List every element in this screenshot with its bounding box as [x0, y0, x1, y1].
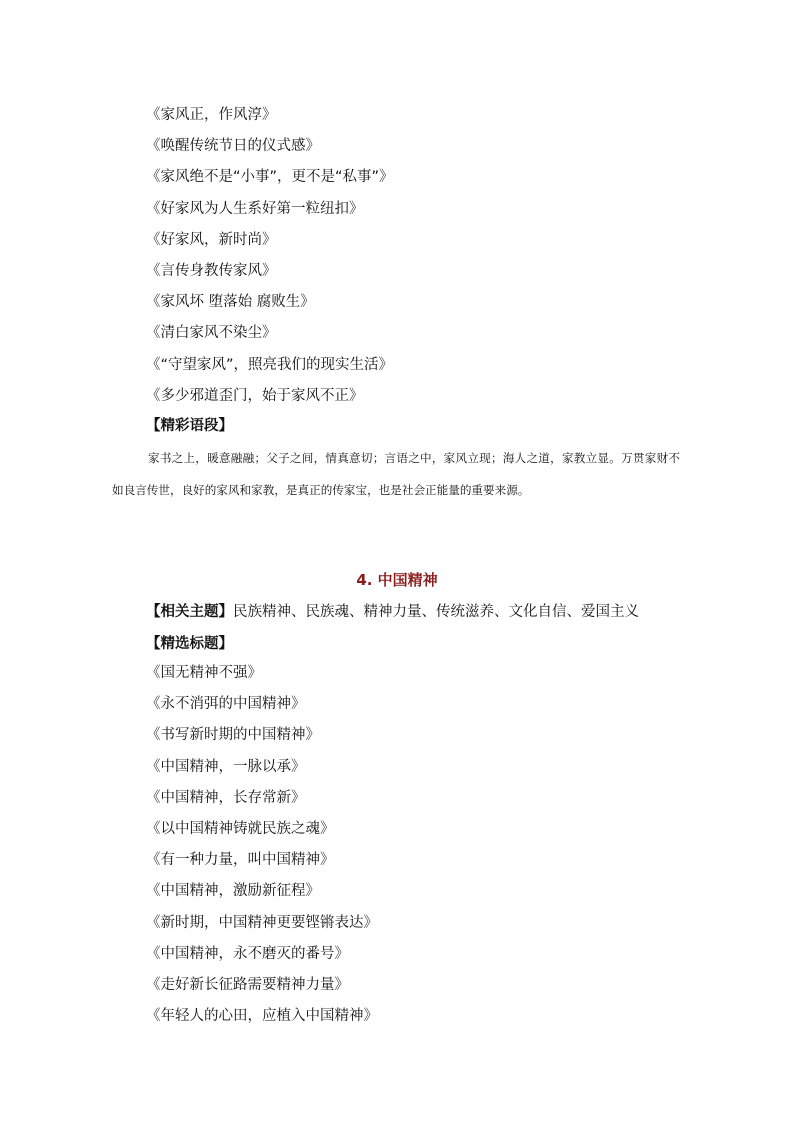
excerpt-paragraph: 家书之上，暖意融融；父子之间，情真意切；言语之中，家风立现；海人之道，家教立显。万贯家财不如良言传世，良好的家风和家教，是真正的传家宝，也是社会正能量的重要来源。: [112, 451, 680, 497]
title-item: 《有一种力量，叫中国精神》: [146, 852, 335, 869]
title-item: 《新时期，中国精神更要铿锵表达》: [146, 914, 378, 931]
china-spirit-titles-list: [146, 658, 378, 1032]
title-item: 《唤醒传统节日的仪式感》: [146, 138, 320, 155]
title-item: 《家风坏 堕落始 腐败生》: [146, 294, 315, 311]
title-item: 《中国精神，长存常新》: [146, 789, 306, 806]
title-item: 《永不消弭的中国精神》: [146, 696, 306, 713]
related-topics-text: 民族精神、民族魂、精神力量、传统滋养、文化自信、爱国主义: [233, 604, 639, 620]
related-topics-line: [146, 600, 639, 621]
title-item: 《好家风，新时尚》: [146, 231, 277, 248]
selected-titles-heading: 【精选标题】: [146, 636, 233, 652]
title-item: 《多少邪道歪门，始于家风不正》: [146, 387, 364, 404]
title-item: 《“守望家风”，照亮我们的现实生活》: [146, 356, 394, 373]
title-item: 《家风正，作风淳》: [146, 107, 277, 123]
title-item: 《言传身教传家风》: [146, 262, 277, 279]
title-item: 《以中国精神铸就民族之魂》: [146, 820, 335, 837]
title-item: 《中国精神，一脉以承》: [146, 758, 306, 775]
excerpt-heading: 【精彩语段】: [146, 418, 233, 434]
title-item: 《走好新长征路需要精神力量》: [146, 976, 349, 993]
title-item: 《年轻人的心田，应植入中国精神》: [146, 1008, 378, 1025]
title-item: 《家风绝不是“小事”，更不是“私事”》: [146, 169, 394, 186]
family-style-titles-list: [146, 100, 394, 412]
title-item: 《中国精神，永不磨灭的番号》: [146, 945, 349, 962]
title-item: 《清白家风不染尘》: [146, 325, 277, 342]
title-item: 《好家风为人生系好第一粒纽扣》: [146, 200, 364, 217]
section-title: 4. 中国精神: [356, 571, 438, 589]
title-item: 《中国精神，激励新征程》: [146, 883, 320, 900]
title-item: 《国无精神不强》: [146, 665, 262, 681]
title-item: 《书写新时期的中国精神》: [146, 727, 320, 744]
related-topics-label: 【相关主题】: [146, 604, 233, 620]
